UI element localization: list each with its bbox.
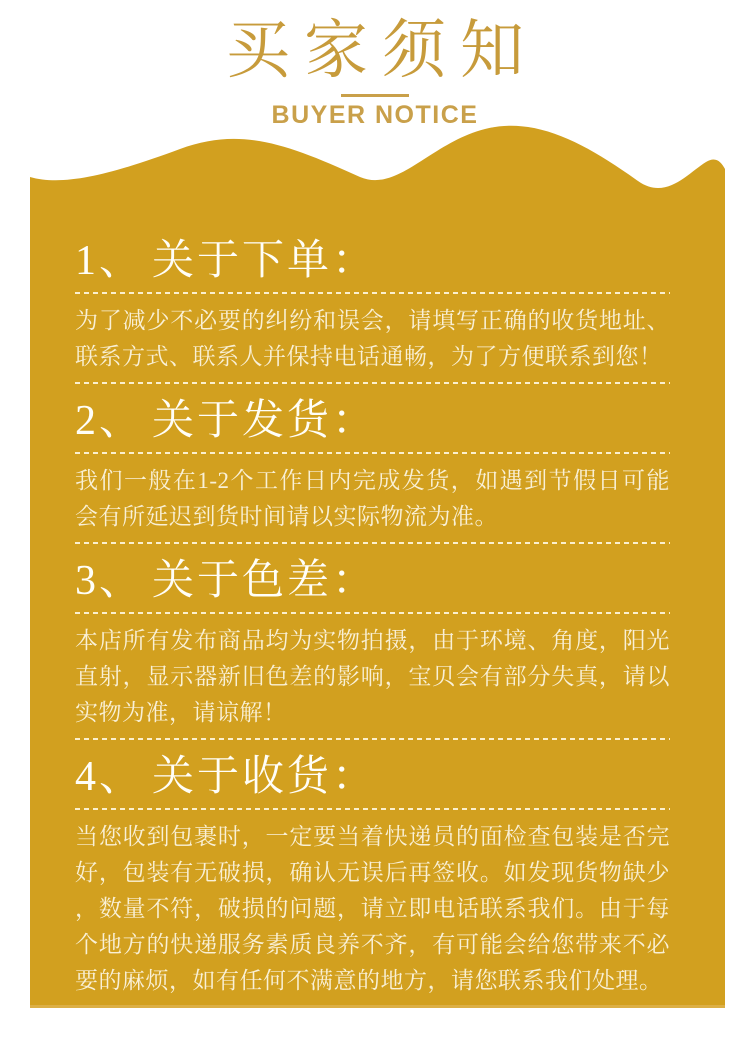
dashed-divider [75, 612, 670, 614]
section-shipping [75, 397, 670, 544]
dashed-divider [75, 292, 670, 294]
section-title: 关于收货： [152, 754, 378, 800]
section-body-text: 我们一般在1-2个工作日内完成发货，如遇到节假日可能会有所延迟到货时间请以实际物流为准。 [75, 468, 670, 529]
section-ordering [75, 237, 670, 384]
section-receiving [75, 753, 670, 1008]
section-body-text: 为了减少不必要的纠纷和误会，请填写正确的收货地址、联系方式、联系人并保持电话通畅，为了方便联系到您！ [75, 308, 670, 369]
page-title: 买家须知 [226, 15, 538, 86]
section-number: 3、 [75, 558, 145, 604]
section-heading [75, 237, 670, 285]
section-body-text: 本店所有发布商品均为实物拍摄，由于环境、角度，阳光直射，显示器新旧色差的影响，宝贝会有部分失真，请以实物为准，请谅解！ [75, 628, 670, 725]
section-heading [75, 397, 670, 445]
notice-panel [30, 115, 725, 1008]
dashed-divider [75, 808, 670, 810]
section-body-text: 当您收到包裹时，一定要当着快递员的面检查包装是否完好，包装有无破损，确认无误后再签收。如发现货物缺少，数量不符，破损的问题，请立即电话联系我们。由于每个地方的快递服务素质良养不齐，有可能会给您带来不必要的麻烦，如有任何不满意的地方，请您联系我们处理。 [75, 824, 670, 993]
wave-top-shape [30, 115, 725, 211]
section-number: 4、 [75, 754, 145, 800]
section-heading [75, 557, 670, 605]
section-title: 关于发货： [152, 398, 378, 444]
section-title: 关于色差： [152, 558, 378, 604]
dashed-divider [75, 542, 670, 544]
header [0, 0, 750, 130]
dashed-divider [75, 382, 670, 384]
dashed-divider [75, 452, 670, 454]
section-title: 关于下单： [152, 238, 378, 284]
title-divider [341, 94, 409, 97]
section-number: 2、 [75, 398, 145, 444]
page-subtitle: BUYER NOTICE [271, 101, 479, 129]
dashed-divider [75, 1006, 670, 1008]
section-color-difference [75, 557, 670, 740]
section-heading [75, 753, 670, 801]
dashed-divider [75, 738, 670, 740]
notice-panel-body [30, 211, 725, 1008]
section-number: 1、 [75, 238, 145, 284]
